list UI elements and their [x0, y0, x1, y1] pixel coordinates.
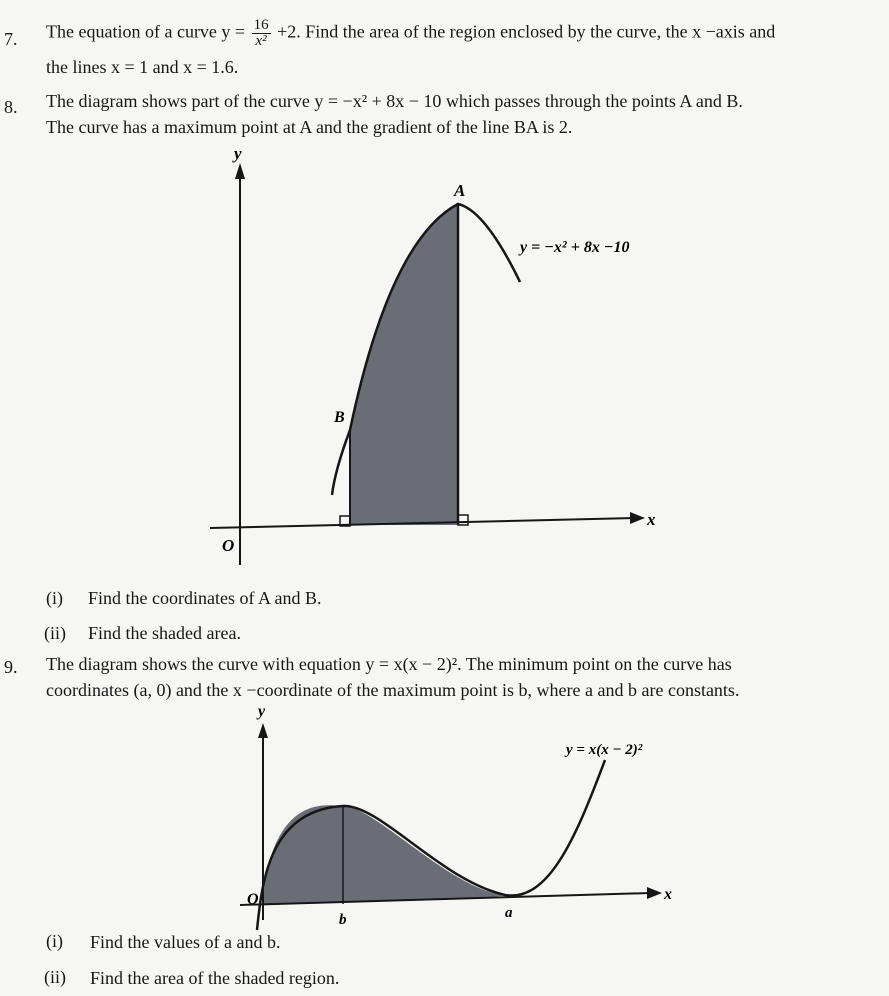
q8-part-i: Find the coordinates of A and B. [88, 588, 322, 608]
q8-part-i-label: (i) [46, 588, 63, 608]
q8-part-ii: Find the shaded area. [88, 623, 241, 643]
q7-line1-end: +2. Find the area of the region enclosed by the curve, the x −axis and [277, 21, 776, 42]
q8-y-label: y [234, 144, 242, 163]
q9-part-ii-label: (ii) [44, 967, 66, 987]
q8-part-ii-label: (ii) [44, 623, 66, 643]
q7-line1-start: The equation of a curve y = [46, 21, 246, 42]
q8-number: 8. [4, 97, 18, 117]
q9-a-label: a [505, 905, 513, 921]
q9-origin-label: O [247, 891, 259, 908]
q8-line1: The diagram shows part of the curve y = −x² + 8x − 10 which passes through the points A and B. [46, 91, 743, 111]
q8-point-b-label: B [334, 409, 345, 426]
q9-y-label: y [258, 703, 266, 720]
q8-y-arrow [235, 163, 245, 179]
q9-part-ii: Find the area of the shaded region. [90, 968, 340, 988]
q9-b-label: b [339, 912, 347, 928]
q8-origin-label: O [222, 536, 235, 555]
q8-line2: The curve has a maximum point at A and the gradient of the line BA is 2. [46, 117, 573, 137]
q9-y-arrow [258, 723, 268, 738]
q8-right-angle-a [458, 515, 468, 525]
q9-line1: The diagram shows the curve with equation y = x(x − 2)². The minimum point on the curve has [46, 654, 732, 674]
q8-x-label: x [647, 510, 656, 529]
q8-curve-label: y = −x² + 8x −10 [520, 239, 630, 256]
q7-number: 7. [4, 29, 18, 49]
q9-number: 9. [4, 657, 18, 677]
q7-fraction-denominator: x² [255, 33, 267, 49]
q9-line2: coordinates (a, 0) and the x −coordinate of the maximum point is b, where a and b are constants. [46, 680, 740, 700]
q7-fraction-numerator: 16 [253, 17, 269, 33]
q9-x-arrow [647, 887, 662, 899]
q8-diagram [210, 144, 656, 565]
q9-x-label: x [664, 886, 672, 903]
q9-part-i: Find the values of a and b. [90, 932, 281, 952]
q9-diagram [240, 703, 672, 930]
q8-point-a-label: A [454, 181, 466, 200]
q9-part-i-label: (i) [46, 931, 63, 951]
q9-curve-label: y = x(x − 2)² [566, 742, 643, 758]
q8-x-arrow [630, 512, 645, 524]
q7-line2: the lines x = 1 and x = 1.6. [46, 57, 239, 77]
